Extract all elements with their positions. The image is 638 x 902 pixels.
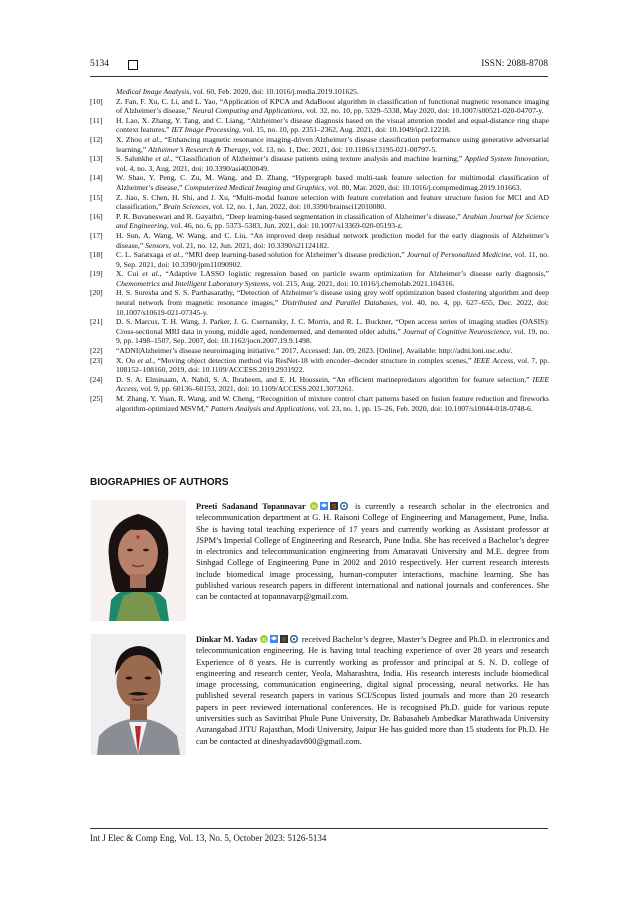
reference-venue: et al. (142, 269, 160, 279)
orcid-icon[interactable] (260, 635, 268, 643)
reference-entry (90, 288, 549, 317)
reference-venue: Arabian Journal for Science and Engineering (116, 211, 549, 231)
reference-number: [10] (90, 96, 103, 106)
reference-venue: Medical Image Analysis (116, 87, 190, 96)
reference-text: M. Zhang, Y. Yuan, R. Wang, and W. Cheng, “Recognition of mixture control chart patterns based on fusion feature reduction and fireworks algorithm-optimized MSVM,” (116, 394, 549, 413)
reference-venue: Distributed and Parallel Databases (282, 298, 397, 308)
reference-entry (90, 269, 549, 288)
author-bio-text: is currently a research scholar in the electronics and telecommunication department at G. H. Raisoni College of Engineering and Management, Pune, India. She is having total teaching experience of 17 years and currently working as Assistant professor at JSPM’s Imperial College of Engineering and Research, Pune India. She has received a Bachelor’s degree in electronics and telecommunication engineering from Amaravati University and M.E. degree from Sinhgad College of Engineering Pune in 2002 and 2010 respectively. Her current research interests include biomedical image processing, human-computer interactions, machine learning. She has published various research papers in different international and national journals and conferences. She can be contacted at topannavarp@gmail.com. (196, 502, 549, 602)
reference-text: , vol. 46, no. 6, pp. 5373–5383, Jun. 2021, doi: 10.1007/s13369-020-05193-z. (166, 221, 403, 231)
reference-text: , “Classification of Alzheimer’s disease patients using texture analysis and machine learning,” (170, 154, 465, 164)
reference-entry (90, 173, 549, 192)
journal-citation: Int J Elec & Comp Eng, Vol. 13, No. 5, October 2023: 5126-5134 (90, 833, 327, 843)
author-name: Dinkar M. Yadav (196, 635, 258, 644)
reference-number: [21] (90, 317, 103, 327)
page-number: 5134 (90, 59, 109, 69)
reference-entry (90, 212, 549, 231)
author-bio-1 (196, 501, 549, 603)
reference-text: C. L. Saratxaga (116, 250, 166, 260)
reference-text: H. Lao, X. Zhang, Y. Tang, and C. Liang, “Alzheimer’s disease diagnosis based on the visual attention model and equal-distance ring shape context features,” (116, 115, 549, 135)
reference-number: [24] (90, 374, 103, 384)
author-photo-man (91, 634, 186, 755)
reference-text: D. S. A. Elminaam, A. Nabil, S. A. Ibraheem, and E. H. Houssein, “An efficient marinepredators algorithm for feature selection,” (116, 374, 533, 384)
reference-entry (90, 250, 549, 269)
reference-entry (90, 394, 549, 413)
reference-text: W. Shao, Y. Peng, C. Zu, M. Wang, and D. Zhang, “Hypergraph based multi-task feature selection for multimodal classification of Alzheimer’s disease,” (116, 173, 549, 192)
scopus-icon[interactable] (330, 502, 338, 510)
scholar-icon[interactable] (320, 502, 328, 510)
footer-rule (90, 828, 548, 829)
reference-number: [18] (90, 250, 103, 260)
reference-venue: IET Image Processing (171, 125, 239, 135)
reference-text: , vol. 32, no. 10, pp. 5329–5338, May 2020, doi: 10.1007/s00521-020-04707-y. (302, 106, 544, 116)
reference-text: , vol. 4, no. 3, Aug. 2021, doi: 10.3390/asi4030049. (116, 154, 549, 173)
reference-text: , vol. 23, no. 1, pp. 15–26, Feb. 2020, doi: 10.1007/s10044-018-0748-6. (314, 403, 533, 413)
reference-text: , vol. 11, no. 9, Sep. 2021, doi: 10.3390/jpm11090902. (116, 250, 549, 269)
reference-number: [19] (90, 269, 103, 279)
reference-text: , “Moving object detection method via ResNet-18 with encoder–decoder structure in complex scenes,” (153, 355, 474, 365)
reference-number: [11] (90, 115, 103, 125)
reference-venue: Chemometrics and Intelligent Laboratory Systems (116, 278, 269, 288)
reference-entry (90, 346, 549, 356)
reference-entry (90, 116, 549, 135)
author-bio-text: received Bachelor’s degree, Master’s Degree and Ph.D. in electronics and telecommunication engineering. He is having total teaching experience of over 28 years and research Experience of 8 years. He is currently working as professor and principal at S. N. D. college of engineering and research center, Yeola, Maharashtra, India. His research interests include biomedical image processing, communication engineering, digital signal processing, neural networks. He has published several research papers in various SCI/Scopus listed journals and more than 20 research papers in peer reviewed international conferences. He is recognised Ph.D. guide for various repute universities such as Savitribai Phule Pune University, Dr. Babasaheb Ambedkar Marathwada University Aurangabad JJTU Rajasthan, Modi University, Jaipur He has guided more than 15 students for Ph.D. He can be contacted at dineshyadav800@gmail.com. (196, 635, 550, 746)
reference-text: S. Salunkhe (116, 154, 156, 164)
reference-number: [15] (90, 192, 103, 202)
reference-text: , vol. 215, Aug. 2021, doi: 10.1016/j.chemolab.2021.104316. (268, 278, 455, 288)
reference-text: X. Cui (116, 269, 143, 279)
reference-text: , vol. 9, pp. 60136–60153, 2021, doi: 10.1109/ACCESS.2021.3073261. (136, 384, 354, 394)
reference-entry (90, 231, 549, 250)
reference-text: Z. Jiao, S. Chen, H. Shi, and J. Xu, “Multi-modal feature selection with feature correlation and feature structure fusion for MCI and AD classification,” (116, 192, 549, 212)
reference-text: , “Adaptive LASSO logistic regression based on particle swarm optimization for Alzheimer’s disease early diagnosis,” (159, 269, 550, 279)
reference-venue: et al. (144, 134, 161, 144)
reference-entry (90, 193, 549, 212)
reference-list (90, 87, 549, 413)
reference-venue: Journal of Personalized Medicine (406, 250, 511, 260)
reference-text: P. R. Buvaneswari and R. Gayathri, “Deep learning-based segmentation in classification of Alzheimer’s disease,” (116, 211, 463, 221)
reference-number: [14] (90, 173, 103, 183)
reference-venue: Journal of Cognitive Neuroscience (403, 326, 510, 336)
header-rule (90, 76, 548, 77)
reference-number: [25] (90, 394, 103, 403)
reference-venue: et al. (155, 154, 171, 164)
reference-venue: IEEE Access (116, 374, 549, 394)
scopus-icon[interactable] (280, 635, 288, 643)
svg-text:iD: iD (312, 504, 317, 510)
publons-icon[interactable] (340, 502, 348, 510)
reference-text: , vol. 13, no. 1, Dec. 2021, doi: 10.1186/s13195-021-00797-5. (248, 144, 438, 154)
reference-text: , “Enhancing magnetic resonance imaging-driven Alzheimer’s disease classification performance using generative adversarial learning,” (116, 134, 549, 154)
reference-entry (90, 317, 549, 346)
reference-text: Z. Fan, F. Xu, C. Li, and L. Yao, “Application of KPCA and AdaBoost algorithm in classification of functional magnetic resonance imaging of Alzheimer’s disease,” (116, 96, 549, 116)
reference-text: “ADNI|Alzheimer’s disease neuroimaging initiative.” 2017, Accessed: Jan. 09, 2023. [Online]. Available: http://adni.loni.usc.edu/. (116, 346, 513, 356)
reference-entry (90, 97, 549, 116)
reference-text: , vol. 60, Feb. 2020, doi: 10.1016/j.media.2019.101625. (189, 87, 359, 96)
reference-text: , vol. 12, no. 1, Jan. 2022, doi: 10.3390/brainsci12010080. (208, 202, 386, 212)
svg-text:S: S (332, 503, 337, 510)
reference-number: [16] (90, 211, 103, 221)
reference-text: X. Zhou (116, 134, 145, 144)
biographies-heading: BIOGRAPHIES OF AUTHORS (90, 477, 229, 488)
reference-text: , vol. 21, no. 12, Jun. 2021, doi: 10.3390/s21124182. (168, 240, 329, 250)
reference-text: , vol. 15, no. 10, pp. 2351–2362, Aug. 2021, doi: 10.1049/ipr2.12218. (238, 125, 451, 135)
author-name: Preeti Sadanand Topannavar (196, 502, 306, 511)
profile-icons (310, 502, 355, 511)
reference-venue: et al. (137, 355, 154, 365)
reference-text: , vol. 19, no. 9, pp. 1498–1507, Sep. 2007, doi: 10.1162/jocn.2007.19.9.1498. (116, 326, 549, 346)
issn: ISSN: 2088-8708 (481, 59, 548, 69)
reference-text: H. Sun, A. Wang, W. Wang, and C. Liu, “An improved deep residual network prediction model for the early diagnosis of Alzheimer’s disease,” (116, 230, 549, 250)
svg-text:iD: iD (261, 637, 267, 643)
reference-entry (90, 375, 549, 394)
orcid-icon[interactable] (310, 502, 318, 510)
reference-venue: Sensors (145, 240, 169, 250)
reference-venue: Applied System Innovation (464, 154, 548, 164)
reference-number: [13] (90, 154, 103, 164)
reference-number: [12] (90, 134, 103, 144)
reference-text: , vol. 80, Mar. 2020, doi: 10.1016/j.compmedimag.2019.101663. (324, 182, 522, 192)
reference-text: , vol. 40, no. 4, pp. 627–655, Dec. 2022, doi: 10.1007/s10619-021-07345-y. (116, 298, 549, 317)
reference-text: H. S. Suresha and S. S. Parthasarathy, “Detection of Alzheimer’s disease using grey wolf optimization based clustering algorithm and deep neural network from magnetic resonance images,” (116, 288, 549, 308)
reference-venue: Brain Sciences (163, 202, 209, 212)
reference-entry (90, 135, 549, 154)
reference-venue: IEEE Access (473, 355, 514, 365)
profile-icons (260, 635, 302, 644)
reference-venue: Neural Computing and Applications (192, 106, 303, 116)
reference-entry (90, 356, 549, 375)
author-photo-woman (91, 500, 186, 621)
svg-text:S: S (281, 636, 286, 643)
scholar-icon[interactable] (270, 635, 278, 643)
reference-entry (90, 87, 549, 97)
reference-number: [23] (90, 355, 103, 365)
reference-venue: Alzheimer’s Research & Therapy (148, 144, 249, 154)
reference-entry (90, 154, 549, 173)
reference-text: D. S. Marcus, T. H. Wang, J. Parker, J. G. Csernansky, J. C. Morris, and R. L. Buckner, “Open access series of imaging studies (OASIS): Cross-sectional MRI data in young, middle aged, nondemented, and demented older adults,” (116, 317, 549, 336)
square-icon (128, 60, 138, 70)
publons-icon[interactable] (290, 635, 298, 643)
reference-text: , “MRI deep learning-based solution for Alzheimer’s disease prediction,” (181, 250, 407, 260)
reference-number: [22] (90, 346, 103, 356)
reference-venue: Computerized Medical Imaging and Graphics (184, 182, 325, 192)
reference-venue: et al. (165, 250, 182, 260)
reference-text: , vol. 7, pp. 108152–108160, 2019, doi: 10.1109/ACCESS.2019.2931922. (116, 355, 550, 375)
reference-text: X. Ou (116, 355, 138, 365)
page-header (90, 59, 548, 75)
reference-number: [17] (90, 230, 103, 240)
reference-number: [20] (90, 288, 103, 298)
author-bio-2 (196, 634, 549, 747)
reference-venue: Pattern Analysis and Applications (210, 403, 315, 413)
